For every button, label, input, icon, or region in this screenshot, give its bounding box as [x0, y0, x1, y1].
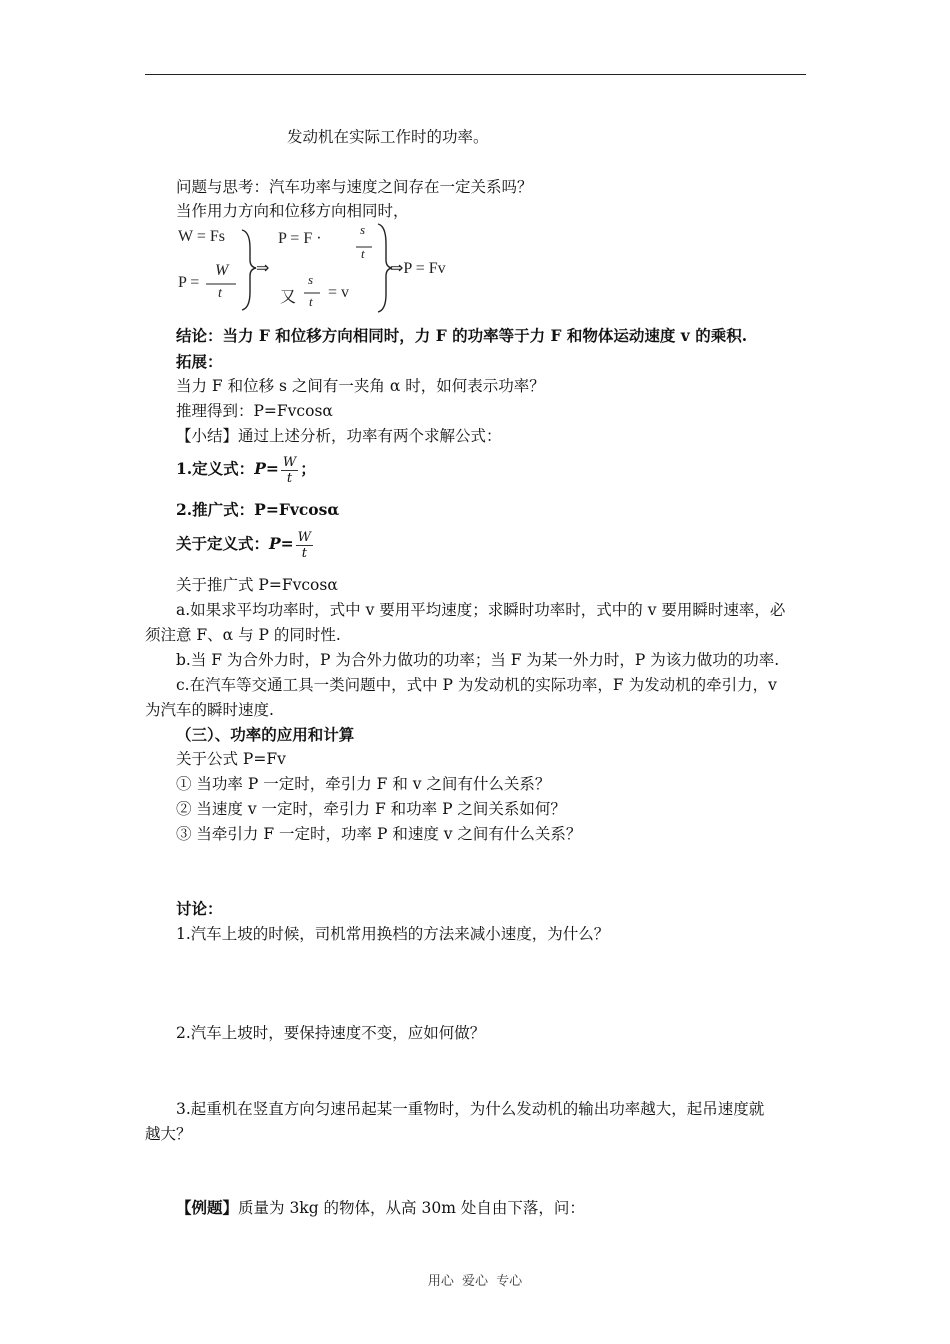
discussion-3-line1: 3.起重机在竖直方向匀速吊起某一重物时，为什么发动机的输出功率越大，起吊速度就	[176, 1100, 765, 1118]
example-text: 质量为 3kg 的物体，从高 30m 处自由下落，问：	[238, 1199, 585, 1217]
question-1: ① 当功率 P 一定时，牵引力 F 和 v 之间有什么关系？	[176, 775, 551, 793]
frac-w-numerator: W	[215, 262, 229, 279]
discussion-2: 2.汽车上坡时，要保持速度不变，应如何做？	[176, 1024, 486, 1042]
derivation-figure	[176, 222, 486, 314]
frac-s2-numerator: s	[308, 272, 314, 287]
discussion-1: 1.汽车上坡的时候，司机常用换档的方法来减小速度，为什么？	[176, 925, 610, 943]
example-line	[176, 1198, 585, 1218]
def1-label: 1.定义式：	[176, 459, 255, 478]
implies-arrow: ⇒	[256, 260, 270, 277]
note-b: b.当 F 为合外力时，P 为合外力做功的功率；当 F 为某一外力时，P 为该力做功的功率.	[176, 651, 780, 669]
derived-formula: 推理得到：P=Fvcosα	[176, 402, 333, 420]
header-title: 发动机在实际工作时的功率。	[287, 128, 489, 146]
page-footer: 用心 爱心 专心	[427, 1274, 523, 1289]
conclusion-line: 结论：当力 F 和位移方向相同时，力 F 的功率等于力 F 和物体运动速度 v 的乘积.	[176, 326, 748, 345]
about-def-p-equals: P=	[269, 534, 294, 553]
discussion-label: 讨论：	[176, 899, 223, 918]
def1-p-equals: P=	[254, 459, 279, 478]
about-def-label: 关于定义式：	[176, 534, 270, 553]
general-formula: 2.推广式：P=Fvcosα	[176, 500, 340, 519]
header-rule	[145, 74, 806, 75]
w-equals-fs: W = Fs	[178, 228, 225, 245]
def1-frac-den: t	[286, 470, 293, 486]
example-label: 【例题】	[176, 1198, 239, 1217]
note-c-line1: c.在汽车等交通工具一类问题中，式中 P 为发动机的实际功率，F 为发动机的牵引力，v	[176, 676, 777, 694]
frac-w-denominator: t	[218, 286, 222, 301]
discussion-3-line2: 越大？	[145, 1125, 192, 1143]
about-def-fraction	[296, 530, 313, 561]
frac-s-numerator: s	[360, 222, 366, 237]
section-three-heading: （三）、功率的应用和计算	[176, 725, 355, 744]
extend-label: 拓展：	[176, 352, 223, 371]
question-line: 问题与思考：汽车功率与速度之间存在一定关系吗？	[176, 178, 533, 196]
about-def-frac-den: t	[301, 545, 307, 561]
same-direction-line: 当作用力方向和位移方向相同时，	[176, 202, 409, 220]
note-a-line2: 须注意 F、α 与 P 的同时性.	[145, 626, 341, 644]
question-2: ② 当速度 v 一定时，牵引力 F 和功率 P 之间关系如何？	[176, 800, 566, 818]
equals-v: = v	[328, 284, 350, 301]
about-pfv: 关于公式 P=Fv	[176, 750, 286, 768]
about-definition	[176, 527, 315, 561]
you-char: 又	[280, 289, 297, 306]
def1-frac-num: W	[282, 454, 297, 470]
note-c-line2: 为汽车的瞬时速度.	[145, 701, 274, 719]
def1-semicolon: ；	[300, 459, 316, 478]
question-3: ③ 当牵引力 F 一定时，功率 P 和速度 v 之间有什么关系？	[176, 825, 582, 843]
frac-s-denominator: t	[361, 246, 365, 261]
extend-question: 当力 F 和位移 s 之间有一夹角 α 时，如何表示功率？	[176, 377, 545, 395]
about-general: 关于推广式 P=Fvcosα	[176, 576, 338, 594]
summary-line: 【小结】通过上述分析，功率有两个求解公式：	[176, 427, 502, 445]
definition-formula	[176, 452, 316, 486]
note-a-line1: a.如果求平均功率时，式中 v 要用平均速度；求瞬时功率时，式中的 v 要用瞬时速率，必	[176, 601, 786, 619]
frac-s2-denominator: t	[309, 294, 313, 309]
def1-fraction	[281, 455, 298, 486]
p-equals-f-dot: P = F ·	[278, 230, 322, 247]
about-def-frac-num: W	[297, 529, 312, 545]
final-result: ⇒P = Fv	[390, 260, 446, 277]
p-equals-lhs: P =	[178, 274, 200, 291]
